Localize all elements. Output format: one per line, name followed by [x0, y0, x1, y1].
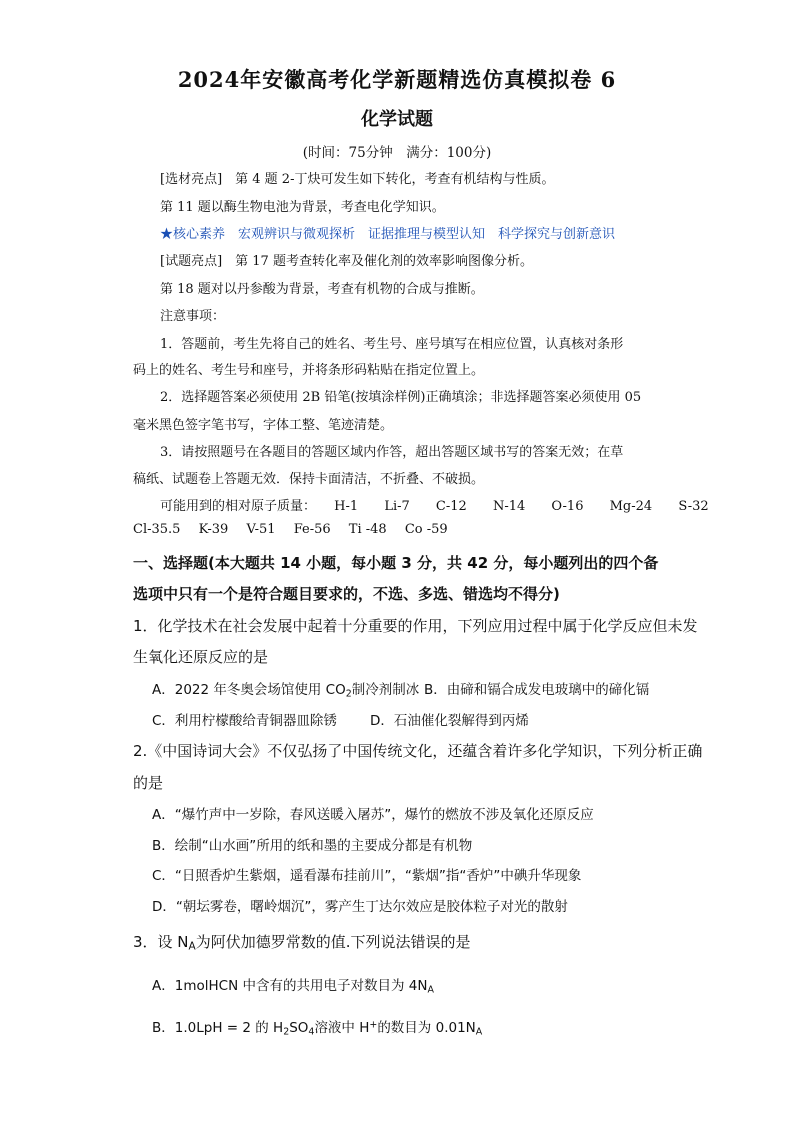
highlight-line-1: [选材亮点] 第 4 题 2-丁炔可发生如下转化，考查有机结构与性质。 [160, 172, 555, 187]
q1-stem-1: 1．化学技术在社会发展中起着十分重要的作用，下列应用过程中属于化学反应但未发 [133, 617, 698, 635]
notice-3b: 稿纸、试题卷上答题无效．保持卡面清洁，不折叠、不破损。 [133, 472, 485, 487]
highlight-line-5: 第 18 题对以丹参酸为背景，考查有机物的合成与推断。 [160, 282, 484, 297]
q1-option-b: B．由碲和镉合成发电玻璃中的碲化镉 [424, 682, 650, 698]
atomic-mass-line-1 [160, 495, 709, 514]
exam-time-info: (时间：75分钟 满分：100分) [302, 145, 492, 161]
q2-option-d: D．“朝坛雾卷，曙岭烟沉”，雾产生丁达尔效应是胶体粒子对光的散射 [152, 899, 568, 915]
notice-1a: 1．答题前，考生先将自己的姓名、考生号、座号填写在相应位置，认真核对条形 [160, 337, 624, 352]
notice-2b: 毫米黑色签字笔书写，字体工整、笔迹清楚。 [133, 418, 394, 433]
q2-stem-2: 的是 [133, 774, 164, 792]
q3-option-a: A．1molHCN 中含有的共用电子对数目为 $4N_A$ [152, 978, 434, 996]
q3-option-b: B．1.0LpH = 2 的 $H_2SO_4$溶液中 H+的数目为 $0.01N_A$ [152, 1019, 483, 1038]
q1-option-c: C．利用柠檬酸给青铜器皿除锈 [152, 713, 337, 729]
section-heading-line-2: 选项中只有一个是符合题目要求的，不选、多选、错选均不得分) [133, 585, 560, 603]
highlight-line-4: [试题亮点] 第 17 题考查转化率及催化剂的效率影响图像分析。 [160, 254, 533, 269]
q1-stem-2: 生氧化还原反应的是 [133, 648, 269, 666]
notice-header: 注意事项： [160, 309, 226, 324]
mass-item: K-39 [198, 522, 229, 537]
mass-item: C-12 [435, 499, 467, 514]
q2-option-a: A．“爆竹声中一岁除，春风送暖入屠苏”，爆竹的燃放不涉及氧化还原反应 [152, 807, 594, 823]
mass-item: V-51 [246, 522, 276, 537]
notice-3a: 3．请按照题号在各题目的答题区域内作答，超出答题区域书写的答案无效；在草 [160, 445, 624, 460]
q3-stem: 3．设 $N_A$为阿伏加德罗常数的值.下列说法错误的是 [133, 933, 471, 953]
q2-option-b: B．绘制“山水画”所用的纸和墨的主要成分都是有机物 [152, 838, 473, 854]
mass-item: H-1 [334, 499, 359, 514]
mass-item: N-14 [492, 499, 526, 514]
core-literacy-line: ★核心素养 宏观辨识与微观探析 证据推理与模型认知 科学探究与创新意识 [160, 227, 616, 242]
notice-1b: 码上的姓名、考生号和座号，并将条形码粘贴在指定位置上。 [133, 363, 485, 378]
mass-item: Li-7 [384, 499, 410, 514]
mass-item: Mg-24 [609, 499, 653, 514]
notice-2a: 2．选择题答案必须使用 2B 铅笔(按填涂样例)正确填涂；非选择题答案必须使用 05 [160, 390, 642, 405]
mass-item: O-16 [551, 499, 584, 514]
mass-item: Fe-56 [293, 522, 331, 537]
exam-subtitle: 化学试题 [361, 109, 433, 130]
q2-option-c: C．“日照香炉生紫烟，遥看瀑布挂前川”，“紫烟”指“香炉”中碘升华现象 [152, 868, 582, 884]
mass-item: Ti -48 [348, 522, 387, 537]
mass-item: S-32 [678, 499, 709, 514]
q2-stem-1: 2.《中国诗词大会》不仅弘扬了中国传统文化，还蕴含着许多化学知识，下列分析正确 [133, 742, 703, 760]
highlight-line-2: 第 11 题以酶生物电池为背景，考查电化学知识。 [160, 200, 445, 215]
section-heading-line-1: 一、选择题(本大题共 14 小题，每小题 3 分，共 42 分，每小题列出的四个备 [133, 554, 659, 572]
atomic-mass-label: 可能用到的相对原子质量： [160, 499, 317, 514]
q1-option-a: A．2022 年冬奥会场馆使用 $CO_2$制冷剂制冰 [152, 682, 420, 700]
q1-option-d: D．石油催化裂解得到丙烯 [370, 713, 529, 729]
mass-item: Co -59 [404, 522, 448, 537]
atomic-mass-line-2 [133, 522, 448, 537]
exam-title: 2024年安徽高考化学新题精选仿真模拟卷 6 [177, 67, 617, 92]
mass-item: Cl-35.5 [133, 522, 181, 537]
